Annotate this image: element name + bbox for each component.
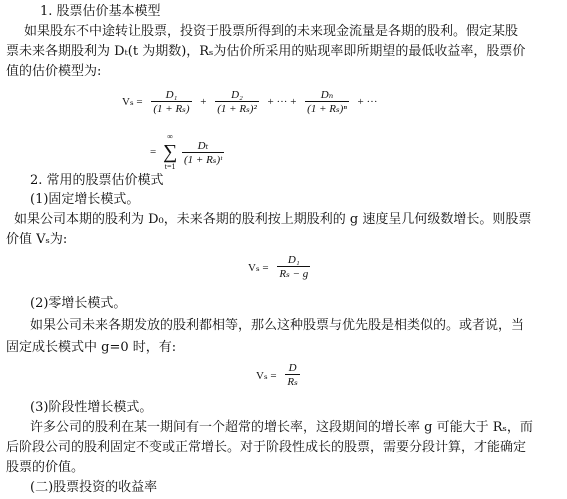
sigma-lower: t=1 bbox=[164, 162, 176, 171]
subsection-1-text-line: 价值 Vₛ为: bbox=[6, 232, 68, 247]
valuation-model-formula bbox=[118, 88, 382, 115]
section-1-text-line: 值的估价模型为: bbox=[6, 64, 102, 79]
subsection-3-text-line: 股票的价值。 bbox=[6, 460, 85, 475]
subsection-3-text-line: 后阶段公司的股利固定不变或正常增长。对于阶段性成长的股票，需要分段计算，才能确定 bbox=[6, 440, 527, 455]
subsection-2-text-line: 固定成长模式中 g=0 时，有: bbox=[6, 340, 177, 355]
subsection-1-heading: (1)固定增长模式。 bbox=[30, 192, 140, 207]
section-1-heading: 1. 股票估价基本模型 bbox=[40, 4, 161, 19]
subsection-2-text-line: 如果公司未来各期发放的股利都相等，那么这种股票与优先股是相类似的。或者说，当 bbox=[30, 318, 525, 333]
sigma-block bbox=[163, 132, 177, 172]
formula-lhs: Vₛ = bbox=[122, 96, 143, 108]
sigma-upper: ∞ bbox=[167, 132, 173, 141]
formula-equals: = bbox=[150, 146, 157, 158]
formula-tail: + ··· bbox=[357, 95, 378, 108]
section-1-text-line: 如果股东不中途转让股票，投资于股票所得到的未来现金流量是各期的股利。假定某股 bbox=[24, 24, 519, 39]
summation-term: $\frac{\text{Dₜ}}{\text{(1 + Rₛ)ᵗ}}$ bbox=[183, 139, 223, 166]
formula-term-n: $\frac{\text{Dₙ}}{\text{(1 + Rₛ)ⁿ}}$ bbox=[307, 89, 347, 115]
formula-ellipsis: + ··· + bbox=[267, 95, 297, 108]
section-1-text-line: 票未来各期股利为 Dₜ(t 为期数)，Rₛ为估价所采用的贴现率即所期望的最低收益率，股票价 bbox=[6, 44, 526, 59]
constant-growth-formula bbox=[244, 254, 312, 280]
formula-fraction: $\frac{\text{D₁}}{\text{Rₛ − g}}$ bbox=[279, 254, 309, 280]
summation-formula bbox=[146, 132, 226, 172]
subsection-2-heading: (2)零增长模式。 bbox=[30, 296, 127, 311]
subsection-1-text-line: 如果公司本期的股利为 D₀，未来各期的股利按上期股利的 g 速度呈几何级数增长。则股票 bbox=[14, 212, 532, 227]
formula-fraction: $\frac{D}{\text{Rₛ}}$ bbox=[287, 362, 298, 388]
formula-lhs: Vₛ = bbox=[248, 261, 269, 274]
subsection-3-heading: (3)阶段性增长模式。 bbox=[30, 400, 153, 415]
formula-plus: + bbox=[200, 95, 207, 108]
section-2-heading: 2. 常用的股票估价模式 bbox=[30, 173, 164, 188]
sigma-symbol: ∑ bbox=[162, 141, 178, 163]
formula-term-2: $\frac{\text{D₂}}{\text{(1 + Rₛ)²}}$ bbox=[217, 88, 257, 115]
formula-lhs: Vₛ = bbox=[256, 369, 277, 382]
subsection-3-text-line: 许多公司的股利在某一期间有一个超常的增长率，这段期间的增长率 g 可能大于 Rₛ，而 bbox=[30, 420, 533, 435]
formula-term-1: $\frac{\text{D₁}}{\text{(1 + Rₛ)}}$ bbox=[153, 88, 190, 115]
section-3-heading: (二)股票投资的收益率 bbox=[30, 480, 158, 495]
zero-growth-formula bbox=[252, 362, 302, 388]
